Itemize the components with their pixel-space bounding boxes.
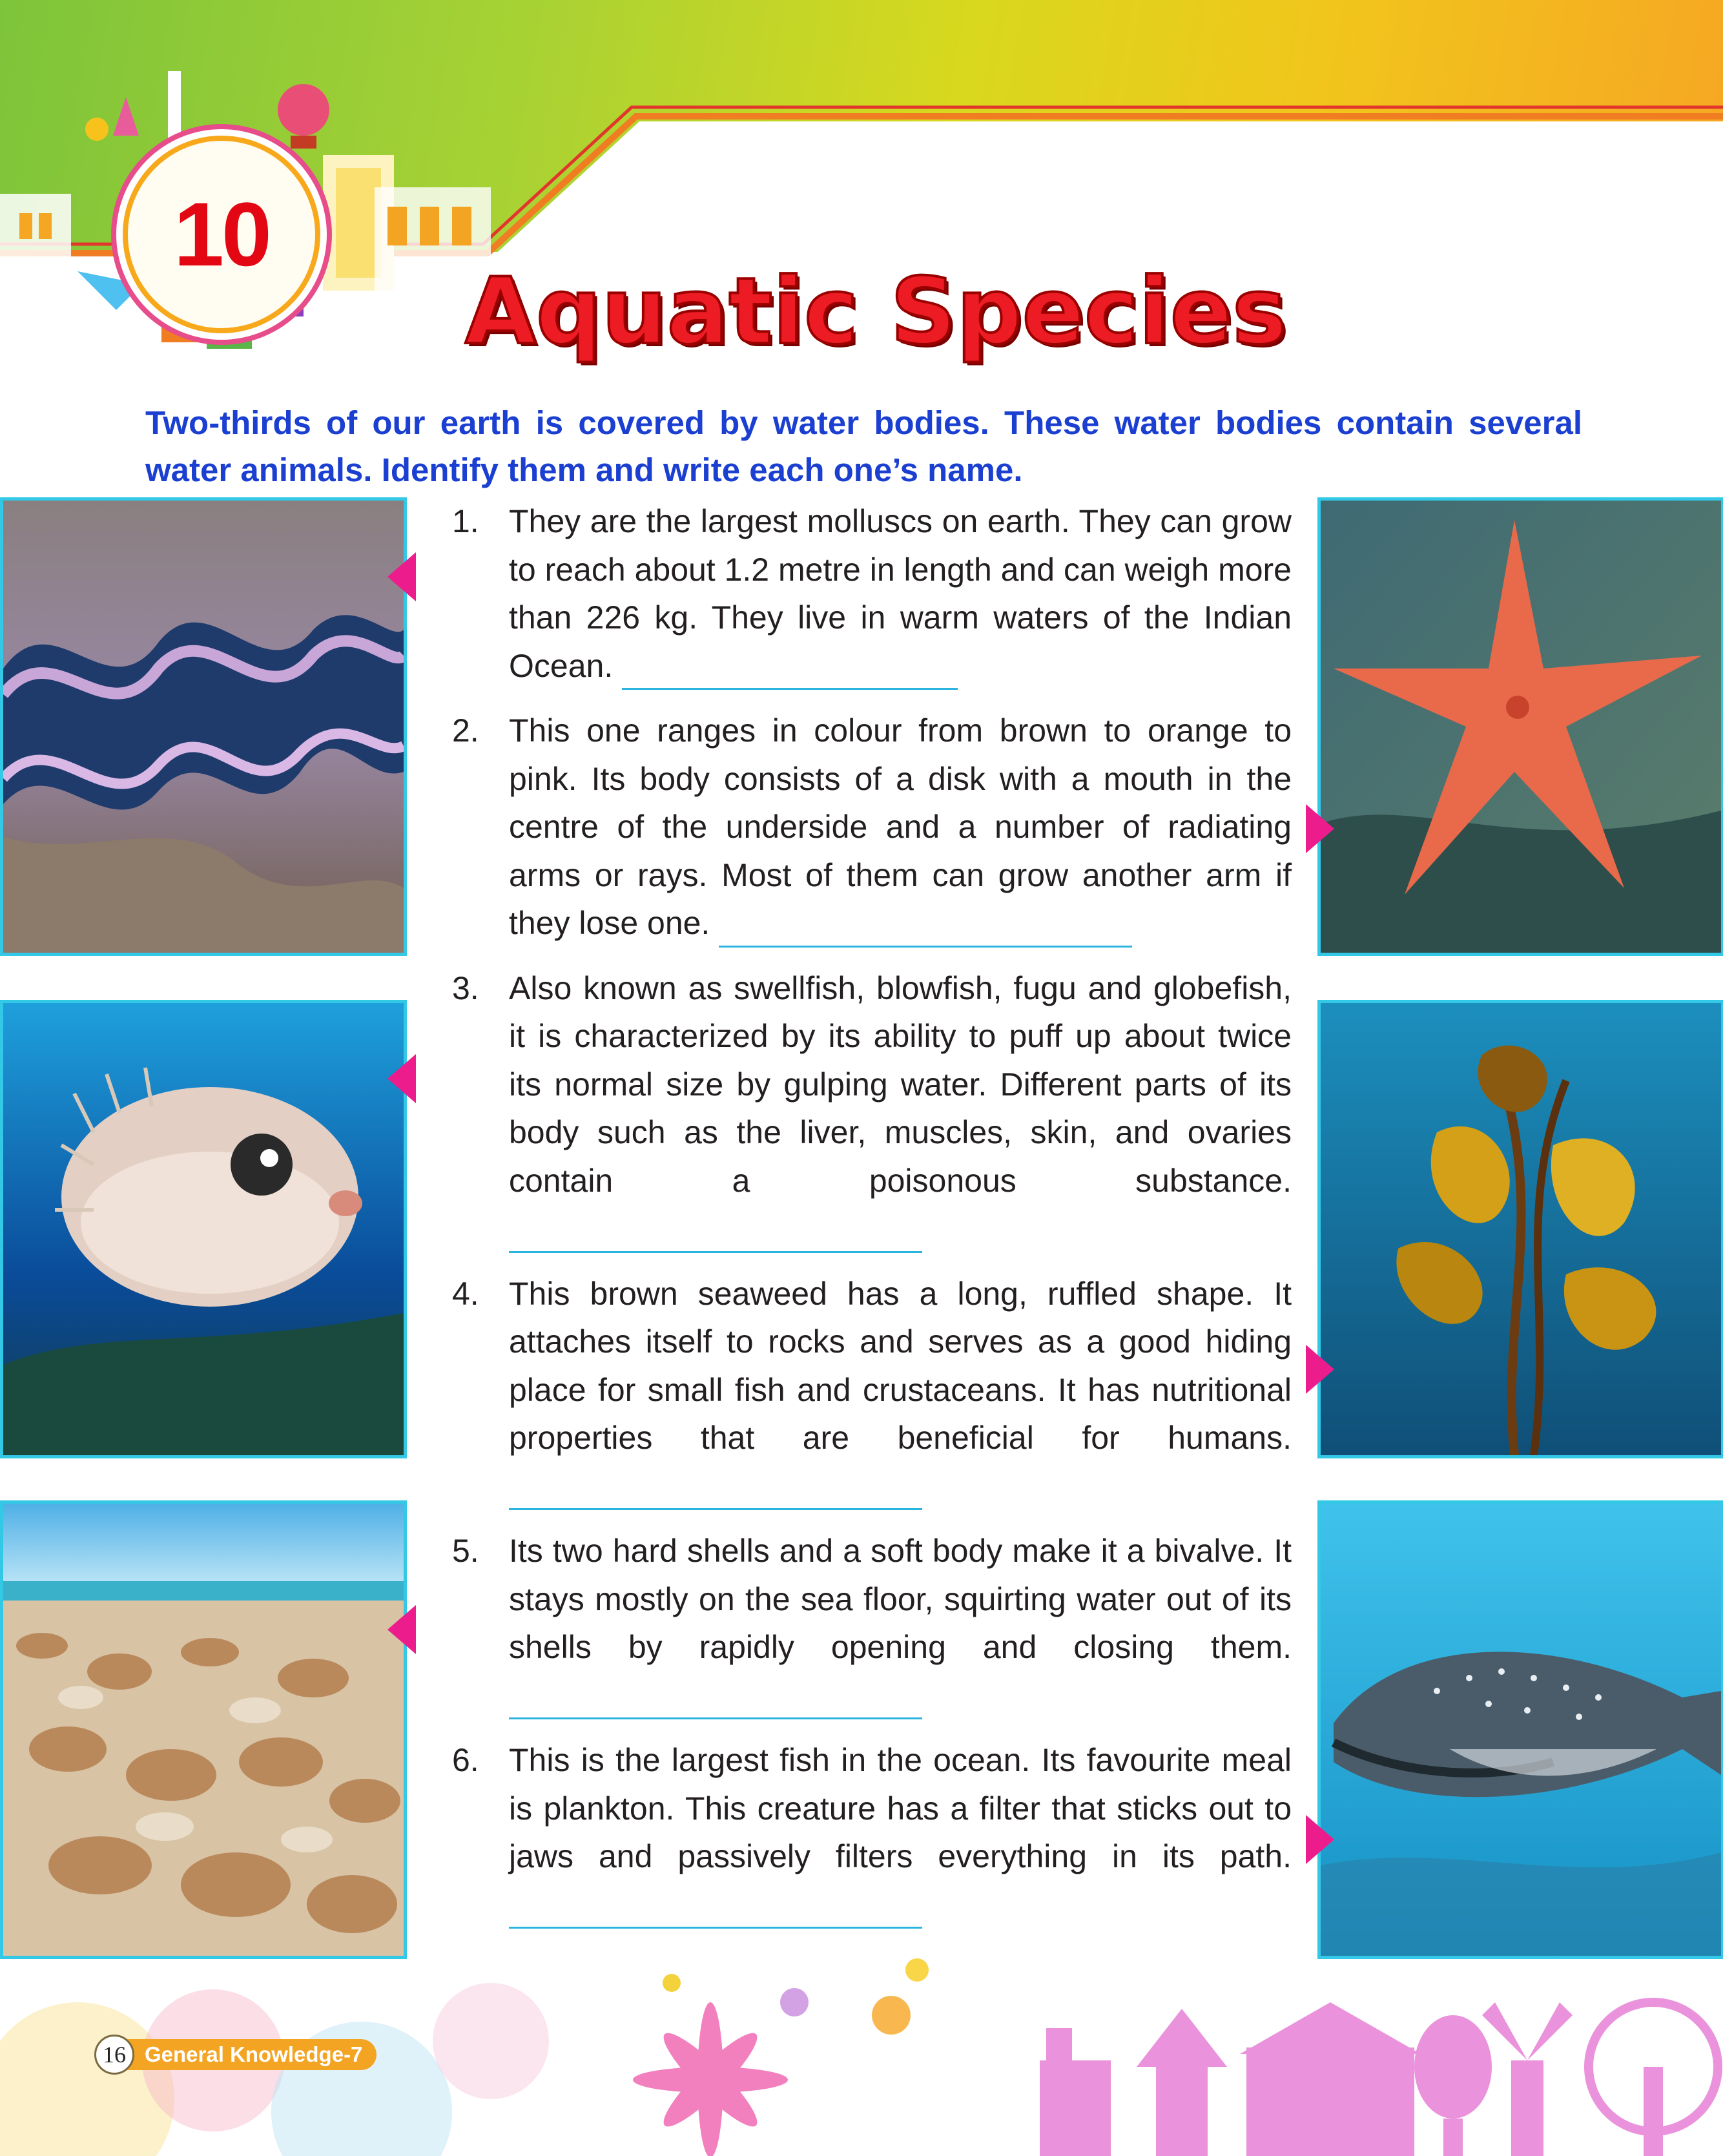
question-text: This one ranges in colour from brown to orange to pink. Its body consists of a disk with a mouth in the centre of the underside and a number of radiating arms or rays. Most of them can grow another arm if they lose one. <box>509 712 1292 941</box>
answer-blank[interactable] <box>509 1892 922 1929</box>
intro-instruction <box>145 399 1582 493</box>
footer-tag <box>94 2035 377 2075</box>
pointer-arrow <box>387 1054 416 1103</box>
giant-clam-image <box>0 497 407 956</box>
question-number: 5. <box>452 1533 479 1569</box>
pointer-arrow <box>387 1605 416 1654</box>
question-text: This is the largest fish in the ocean. Its favourite meal is plankton. This creature has a filter that sticks out to jaws and passively filters everything in its path. <box>509 1742 1292 1874</box>
question-6 <box>452 1736 1292 1929</box>
pufferfish-image <box>0 1000 407 1458</box>
question-number: 4. <box>452 1275 479 1312</box>
intro-line-1: Two-thirds of our earth is covered by water bodies. These water bodies contain several <box>145 404 1582 441</box>
answer-blank[interactable] <box>509 1473 922 1510</box>
answer-blank[interactable] <box>719 911 1132 948</box>
page-number: 16 <box>94 2035 134 2075</box>
page-title: Aquatic Species <box>465 258 1287 365</box>
question-1 <box>452 497 1292 690</box>
question-number: 1. <box>452 503 479 539</box>
question-list <box>452 497 1292 1945</box>
question-2 <box>452 707 1292 948</box>
question-4 <box>452 1270 1292 1511</box>
answer-blank[interactable] <box>622 653 958 690</box>
pointer-arrow <box>1306 1815 1334 1864</box>
pointer-arrow <box>387 552 416 601</box>
starfish-image <box>1317 497 1723 956</box>
question-text: This brown seaweed has a long, ruffled shape. It attaches itself to rocks and serves as a good hiding place for small fish and crustaceans. It has nutritional properties that are beneficial for humans. <box>509 1275 1292 1456</box>
answer-blank[interactable] <box>509 1683 922 1719</box>
question-number: 2. <box>452 712 479 749</box>
chapter-number-badge <box>123 136 320 333</box>
question-3 <box>452 964 1292 1253</box>
question-text: They are the largest molluscs on earth. They can grow to reach about 1.2 metre in length and can weigh more than 226 kg. They live in warm waters of the Indian Ocean. <box>509 503 1292 684</box>
question-text: Also known as swellfish, blowfish, fugu and globefish, it is characterized by its ability to puff up about twice its normal size by gulping water. Different parts of its body such as the liver, muscles, skin, and ovaries contain a poisonous substance. <box>509 969 1292 1199</box>
answer-blank[interactable] <box>509 1216 922 1253</box>
kelp-image <box>1317 1000 1723 1458</box>
question-number: 6. <box>452 1742 479 1778</box>
question-number: 3. <box>452 969 479 1006</box>
chapter-number: 10 <box>174 183 269 285</box>
whale-shark-image <box>1317 1500 1723 1959</box>
seashells-image <box>0 1500 407 1959</box>
question-5 <box>452 1527 1292 1719</box>
question-text: Its two hard shells and a soft body make it a bivalve. It stays mostly on the sea floor, squirting water out of its shells by rapidly opening and closing them. <box>509 1533 1292 1665</box>
pointer-arrow <box>1306 1345 1334 1394</box>
pointer-arrow <box>1306 804 1334 853</box>
book-title: General Knowledge-7 <box>121 2039 377 2070</box>
intro-line-2: water animals. Identify them and write each one’s name. <box>145 451 1023 488</box>
